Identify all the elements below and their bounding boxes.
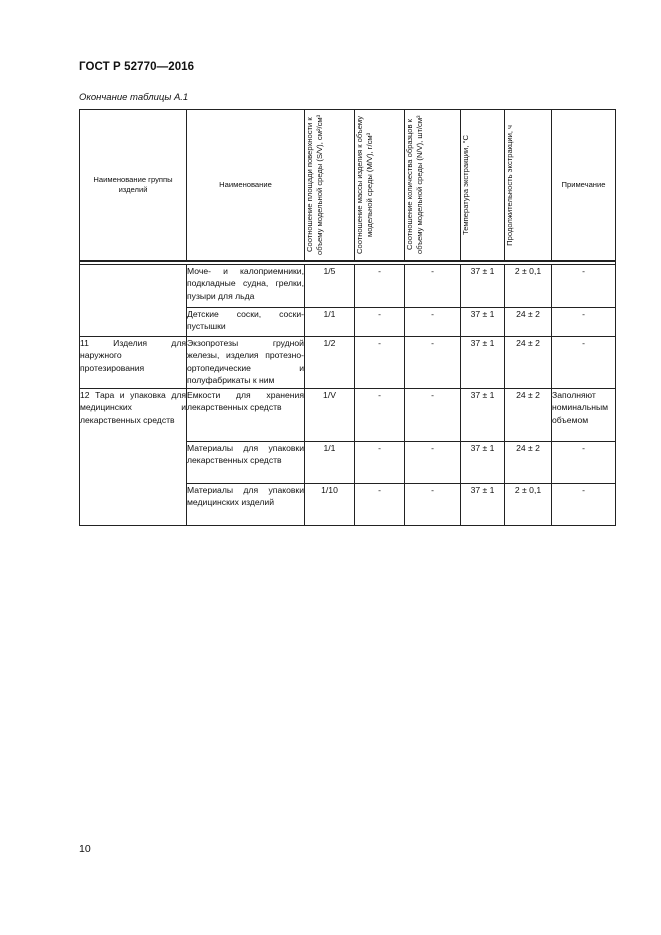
cell-nv: - <box>405 265 461 308</box>
cell-note: - <box>552 265 616 308</box>
cell-time: 24 ± 2 <box>505 337 552 389</box>
cell-time: 24 ± 2 <box>505 389 552 442</box>
cell-temp: 37 ± 1 <box>461 442 505 484</box>
cell-nv: - <box>405 484 461 526</box>
document-title: ГОСТ Р 52770—2016 <box>79 61 195 73</box>
cell-time: 2 ± 0,1 <box>505 484 552 526</box>
col-header-temp: Температура экстракции, °C <box>461 110 505 262</box>
cell-temp: 37 ± 1 <box>461 337 505 389</box>
cell-group <box>80 265 187 337</box>
cell-time: 24 ± 2 <box>505 308 552 337</box>
cell-name: Моче- и калоприемники, подкладные судна, грелки, пузыри для льда <box>187 265 305 308</box>
cell-nv: - <box>405 389 461 442</box>
cell-time: 2 ± 0,1 <box>505 265 552 308</box>
cell-sv: 1/2 <box>305 337 355 389</box>
col-header-name: Наименование <box>187 110 305 262</box>
cell-nv: - <box>405 442 461 484</box>
table-row <box>80 389 616 442</box>
cell-mv: - <box>355 484 405 526</box>
cell-name: Материалы для упаковки лекарственных средств <box>187 442 305 484</box>
cell-nv: - <box>405 308 461 337</box>
data-table <box>79 109 616 526</box>
cell-temp: 37 ± 1 <box>461 389 505 442</box>
cell-mv: - <box>355 442 405 484</box>
cell-note: - <box>552 442 616 484</box>
cell-mv: - <box>355 308 405 337</box>
table-header-row <box>80 110 616 262</box>
cell-mv: - <box>355 337 405 389</box>
cell-mv: - <box>355 265 405 308</box>
page-number: 10 <box>79 843 91 855</box>
cell-note: - <box>552 308 616 337</box>
cell-sv: 1/1 <box>305 308 355 337</box>
cell-group: 11 Изделия для наружного протезирования <box>80 337 187 389</box>
cell-temp: 37 ± 1 <box>461 484 505 526</box>
cell-name: Экзопротезы грудной железы, изделия протезно-ортопедические и полуфабрикаты к ним <box>187 337 305 389</box>
cell-nv: - <box>405 337 461 389</box>
table-row <box>80 265 616 308</box>
col-header-group: Наименование группы изделий <box>80 110 187 262</box>
cell-sv: 1/V <box>305 389 355 442</box>
table-caption: Окончание таблицы А.1 <box>79 92 189 103</box>
cell-name: Емкости для хранения лекарственных средств <box>187 389 305 442</box>
cell-temp: 37 ± 1 <box>461 265 505 308</box>
col-header-mv: Соотношение массы изделия к объему модельной среды (M/V), г/см³ <box>355 110 405 262</box>
col-header-sv: Соотношение площади поверхности к объему модельной среды (S/V), см²/см³ <box>305 110 355 262</box>
cell-sv: 1/5 <box>305 265 355 308</box>
cell-time: 24 ± 2 <box>505 442 552 484</box>
cell-name: Детские соски, соски-пустышки <box>187 308 305 337</box>
col-header-nv: Соотношение количества образцов к объему модельной среды (N/V), шт/см³ <box>405 110 461 262</box>
cell-sv: 1/10 <box>305 484 355 526</box>
cell-sv: 1/1 <box>305 442 355 484</box>
cell-group: 12 Тара и упаковка для медицинских и лекарственных средств <box>80 389 187 526</box>
col-header-time: Продолжительность экстракции, ч <box>505 110 552 262</box>
cell-temp: 37 ± 1 <box>461 308 505 337</box>
cell-name: Материалы для упаковки медицинских изделий <box>187 484 305 526</box>
cell-mv: - <box>355 389 405 442</box>
cell-note: - <box>552 337 616 389</box>
table-row <box>80 337 616 389</box>
col-header-note: Примечание <box>552 110 616 262</box>
cell-note: Заполняют номинальным объемом <box>552 389 616 442</box>
cell-note: - <box>552 484 616 526</box>
